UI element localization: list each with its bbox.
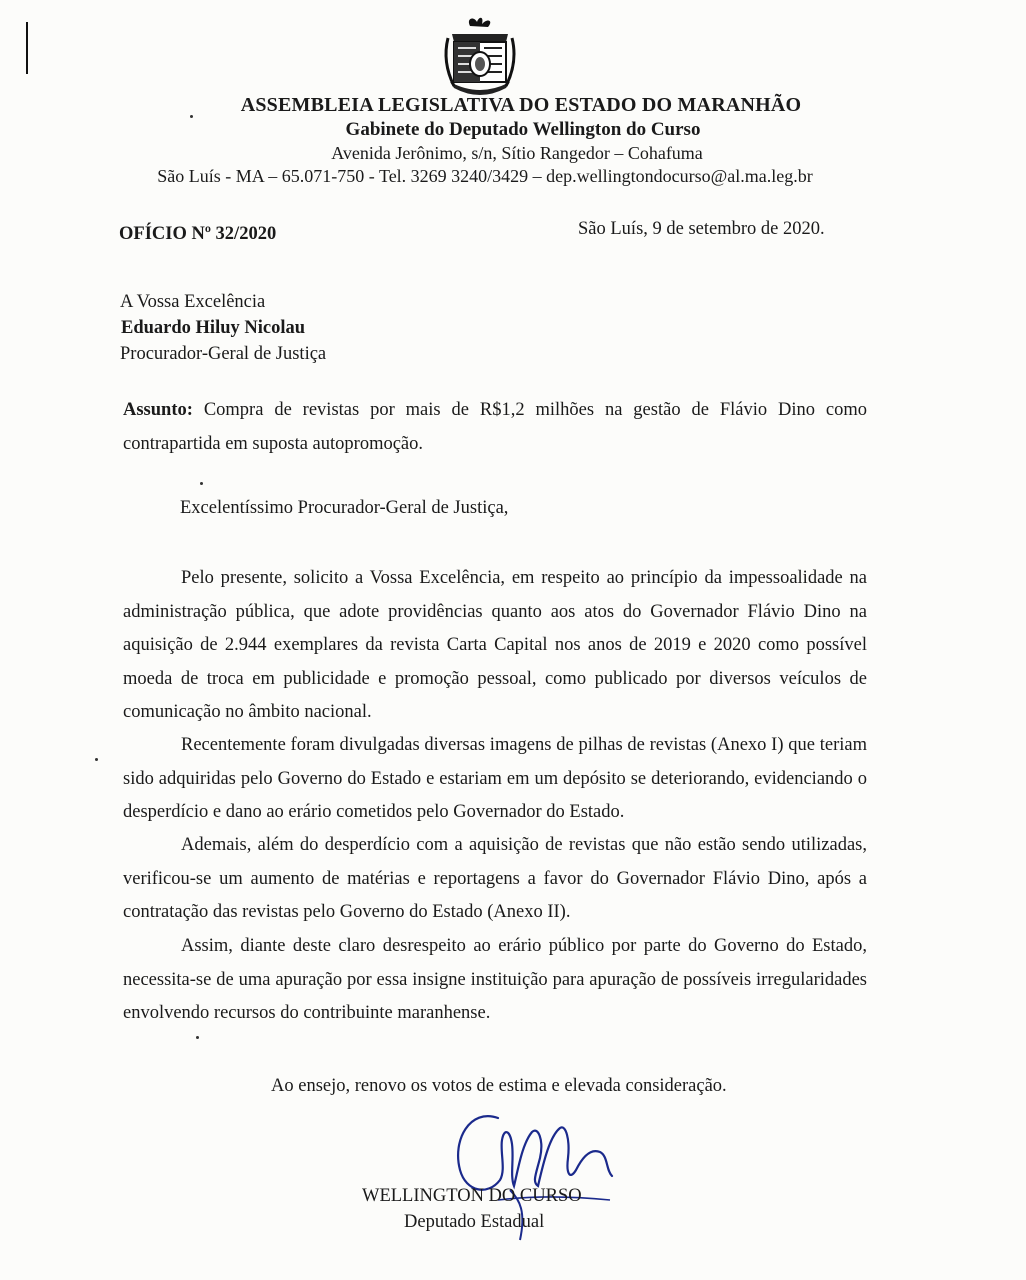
subject-label: Assunto: <box>123 400 193 420</box>
place-date: São Luís, 9 de setembro de 2020. <box>578 219 825 239</box>
closing-line: Ao ensejo, renovo os votos de estima e elevada consideração. <box>271 1076 727 1096</box>
greeting: Excelentíssimo Procurador-Geral de Justiça, <box>180 498 509 518</box>
subject <box>123 394 867 461</box>
body-paragraph: Assim, diante deste claro desrespeito ao erário público por parte do Governo do Estado, necessita-se de uma apuração por essa insigne instituição para apuração de possíveis irregularidades envolvendo recursos do contribuinte maranhense. <box>123 936 867 1023</box>
subject-text: Compra de revistas por mais de R$1,2 milhões na gestão de Flávio Dino como contrapartida em suposta autopromoção. <box>123 400 868 454</box>
scan-speck <box>95 758 98 761</box>
margin-mark <box>26 22 28 74</box>
recipient-salutation: A Vossa Excelência <box>120 292 266 312</box>
coat-of-arms-icon <box>440 12 520 102</box>
office-name: Gabinete do Deputado Wellington do Curso <box>345 119 701 140</box>
recipient-title: Procurador-Geral de Justiça <box>120 344 327 364</box>
signer-role: Deputado Estadual <box>404 1212 545 1232</box>
institution-name: ASSEMBLEIA LEGISLATIVA DO ESTADO DO MARANHÃO <box>240 94 802 116</box>
body-paragraph: Pelo presente, solicito a Vossa Excelência, em respeito ao princípio da impessoalidade na administração pública, que adote providências quanto aos atos do Governador Flávio Dino na aquisição de 2.944 exemplares da revista Carta Capital nos anos de 2019 e 2020 como possível moeda de troca em publicidade e promoção pessoal, como publicado por diversos veículos de comunicação no âmbito nacional. <box>123 568 867 722</box>
signer-name: WELLINGTON DO CURSO <box>362 1186 582 1206</box>
scan-speck <box>200 482 203 485</box>
body-paragraph: Recentemente foram divulgadas diversas imagens de pilhas de revistas (Anexo I) que teriam sido adquiridas pelo Governo do Estado e estariam em um depósito se deteriorando, evidenciando o desperdício e dano ao erário cometidos pelo Governador do Estado. <box>123 735 867 822</box>
scan-speck <box>190 115 193 118</box>
scan-speck <box>196 1036 199 1039</box>
body-paragraph: Ademais, além do desperdício com a aquisição de revistas que não estão sendo utilizadas, verificou-se um aumento de matérias e reportagens a favor do Governador Flávio Dino, após a contratação das revistas pelo Governo do Estado (Anexo II). <box>123 835 867 922</box>
address-line: Avenida Jerônimo, s/n, Sítio Rangedor – Cohafuma <box>331 143 703 163</box>
document-number: OFÍCIO Nº 32/2020 <box>119 224 277 244</box>
contact-line: São Luís - MA – 65.071-750 - Tel. 3269 3240/3429 – dep.wellingtondocurso@al.ma.leg.br <box>157 166 813 186</box>
recipient-name: Eduardo Hiluy Nicolau <box>121 318 306 338</box>
